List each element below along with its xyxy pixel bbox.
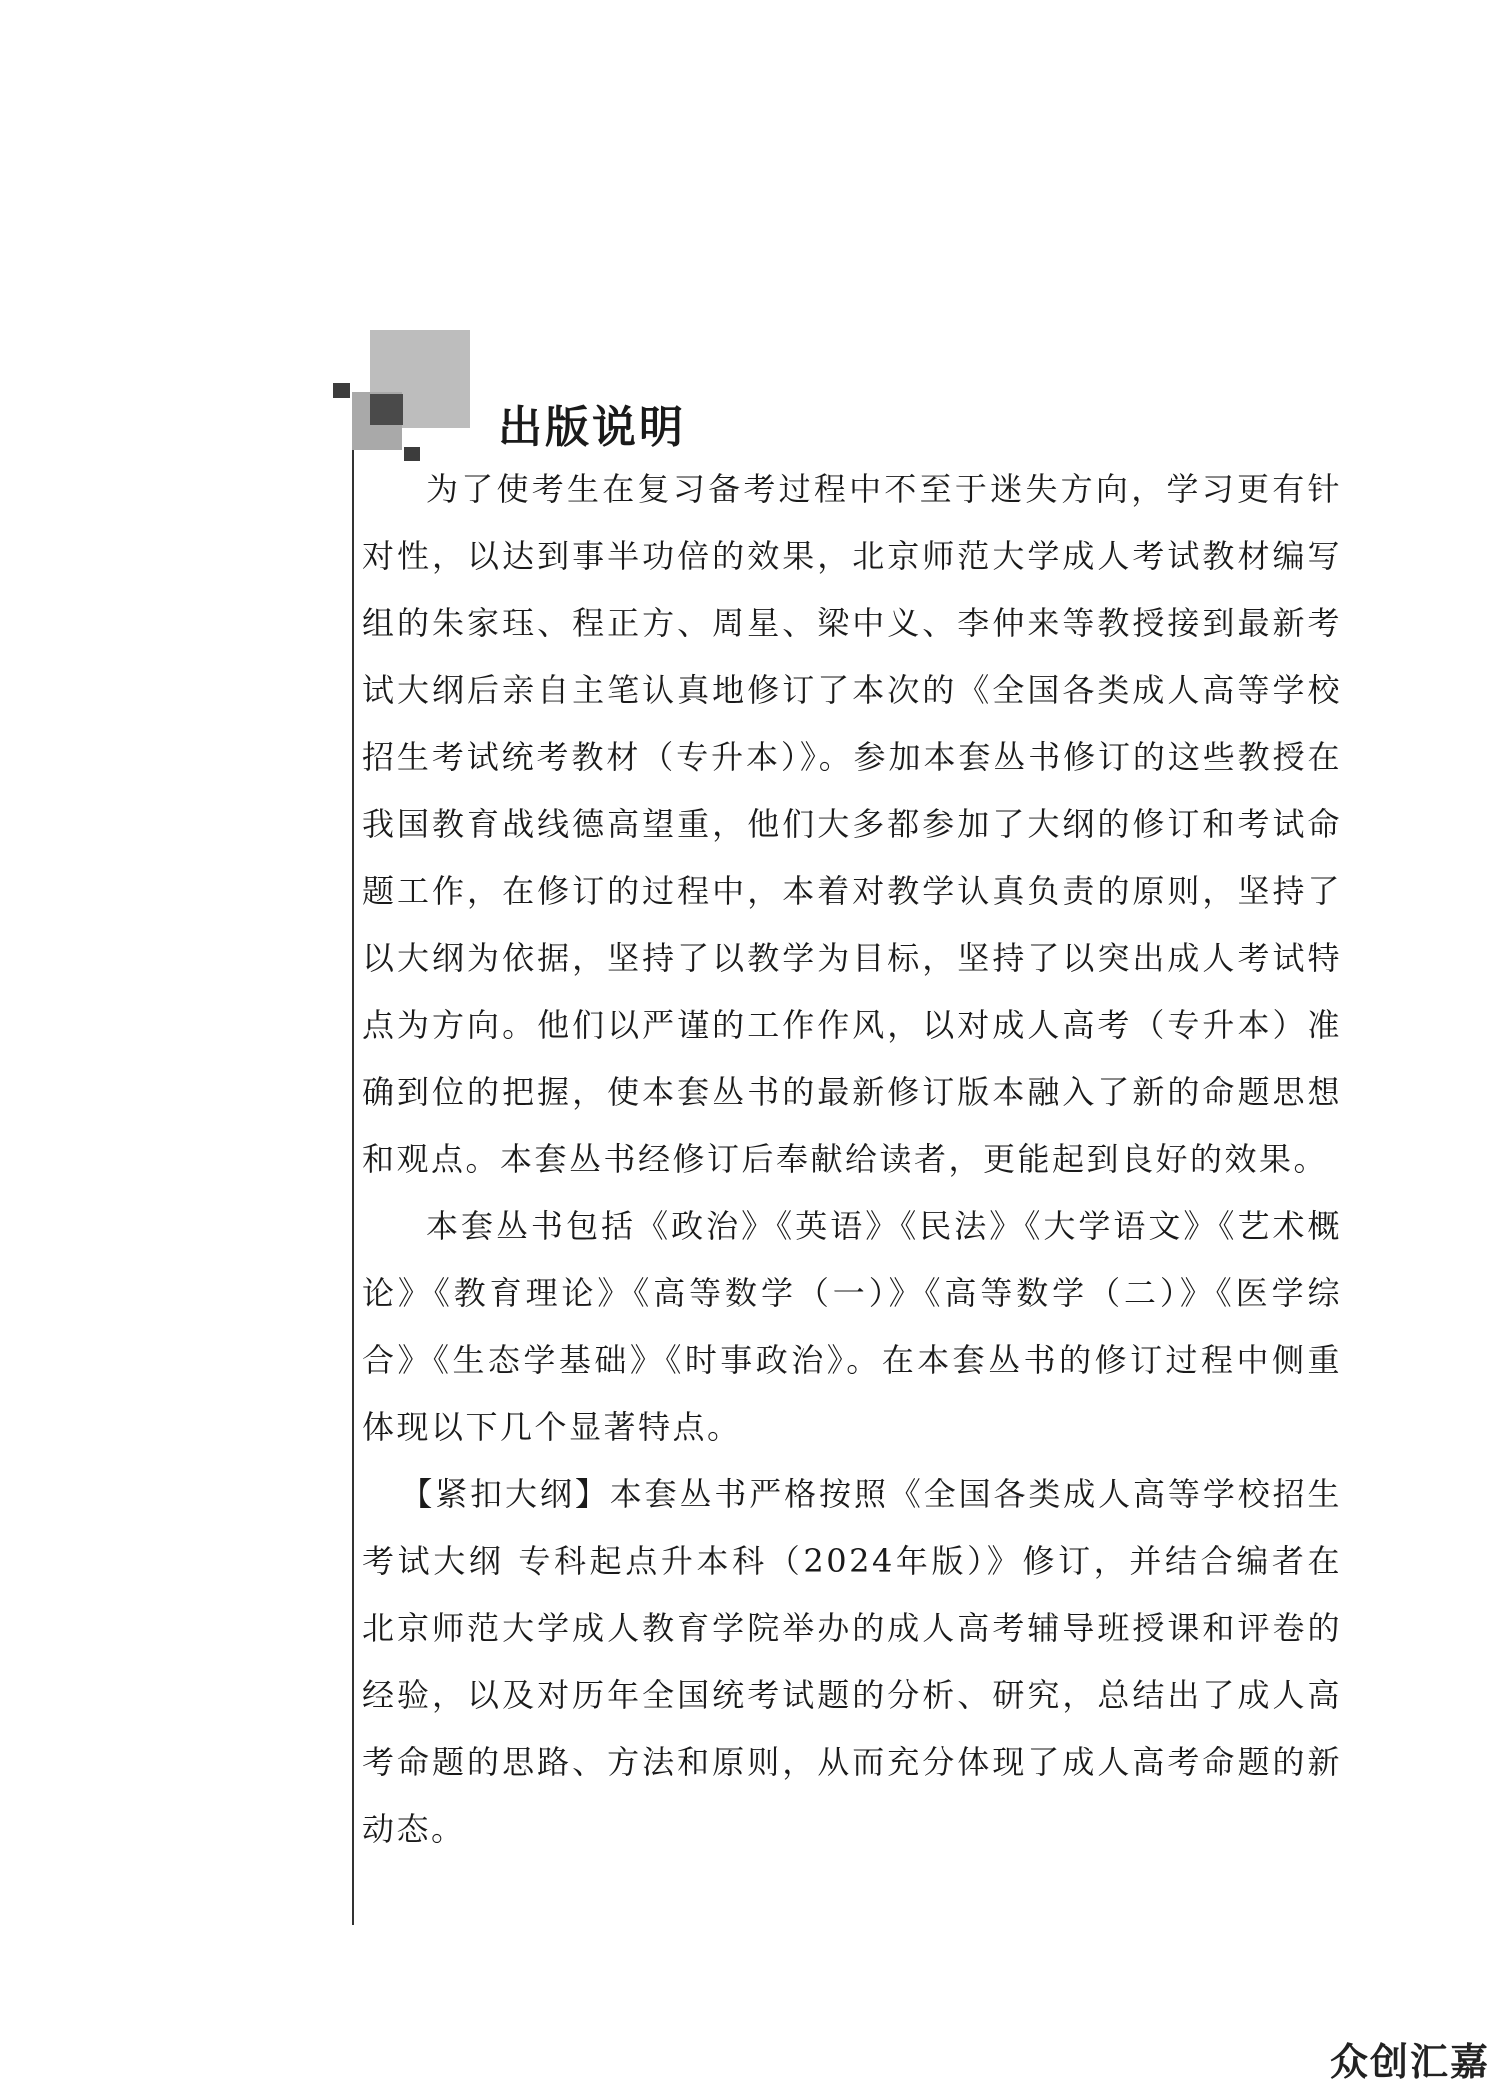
decor-square-dark — [370, 394, 403, 425]
decor-square-small-left — [333, 383, 350, 398]
paragraph: 为了使考生在复习备考过程中不至于迷失方向，学习更有针对性，以达到事半功倍的效果，北京师范大学成人考试教材编写组的朱家珏、程正方、周星、梁中义、李仲来等教授接到最新考试大纲后亲自主笔认真地修订了本次的《全国各类成人高等学校招生考试统考教材（专升本）》。参加本套丛书修订的这些教授在我国教育战线德高望重，他们大多都参加了大纲的修订和考试命题工作，在修订的过程中，本着对教学认真负责的原则，坚持了以大纲为依据，坚持了以教学为目标，坚持了以突出成人考试特点为方向。他们以严谨的工作作风，以对成人高考（专升本）准确到位的把握，使本套丛书的最新修订版本融入了新的命题思想和观点。本套丛书经修订后奉献给读者，更能起到良好的效果。 — [362, 470, 1342, 1178]
paragraph: 本套丛书包括《政治》《英语》《民法》《大学语文》《艺术概论》《教育理论》《高等数学（一）》《高等数学（二）》《医学综合》《生态学基础》《时事政治》。在本套丛书的修订过程中侧重体现以下几个显著特点。 — [362, 1207, 1342, 1446]
margin-rule-line — [352, 450, 354, 1925]
page-title: 出版说明 — [498, 402, 686, 454]
paragraph: 【紧扣大纲】本套丛书严格按照《全国各类成人高等学校招生考试大纲 专科起点升本科（2024年版）》修订，并结合编者在北京师范大学成人教育学院举办的成人高考辅导班授课和评卷的经验，以及对历年全国统考试题的分析、研究，总结出了成人高考命题的思路、方法和原则，从而充分体现了成人高考命题的新动态。 — [362, 1475, 1342, 1848]
body-text — [362, 456, 1342, 1863]
watermark-text: 众创汇嘉 — [1329, 2040, 1490, 2084]
